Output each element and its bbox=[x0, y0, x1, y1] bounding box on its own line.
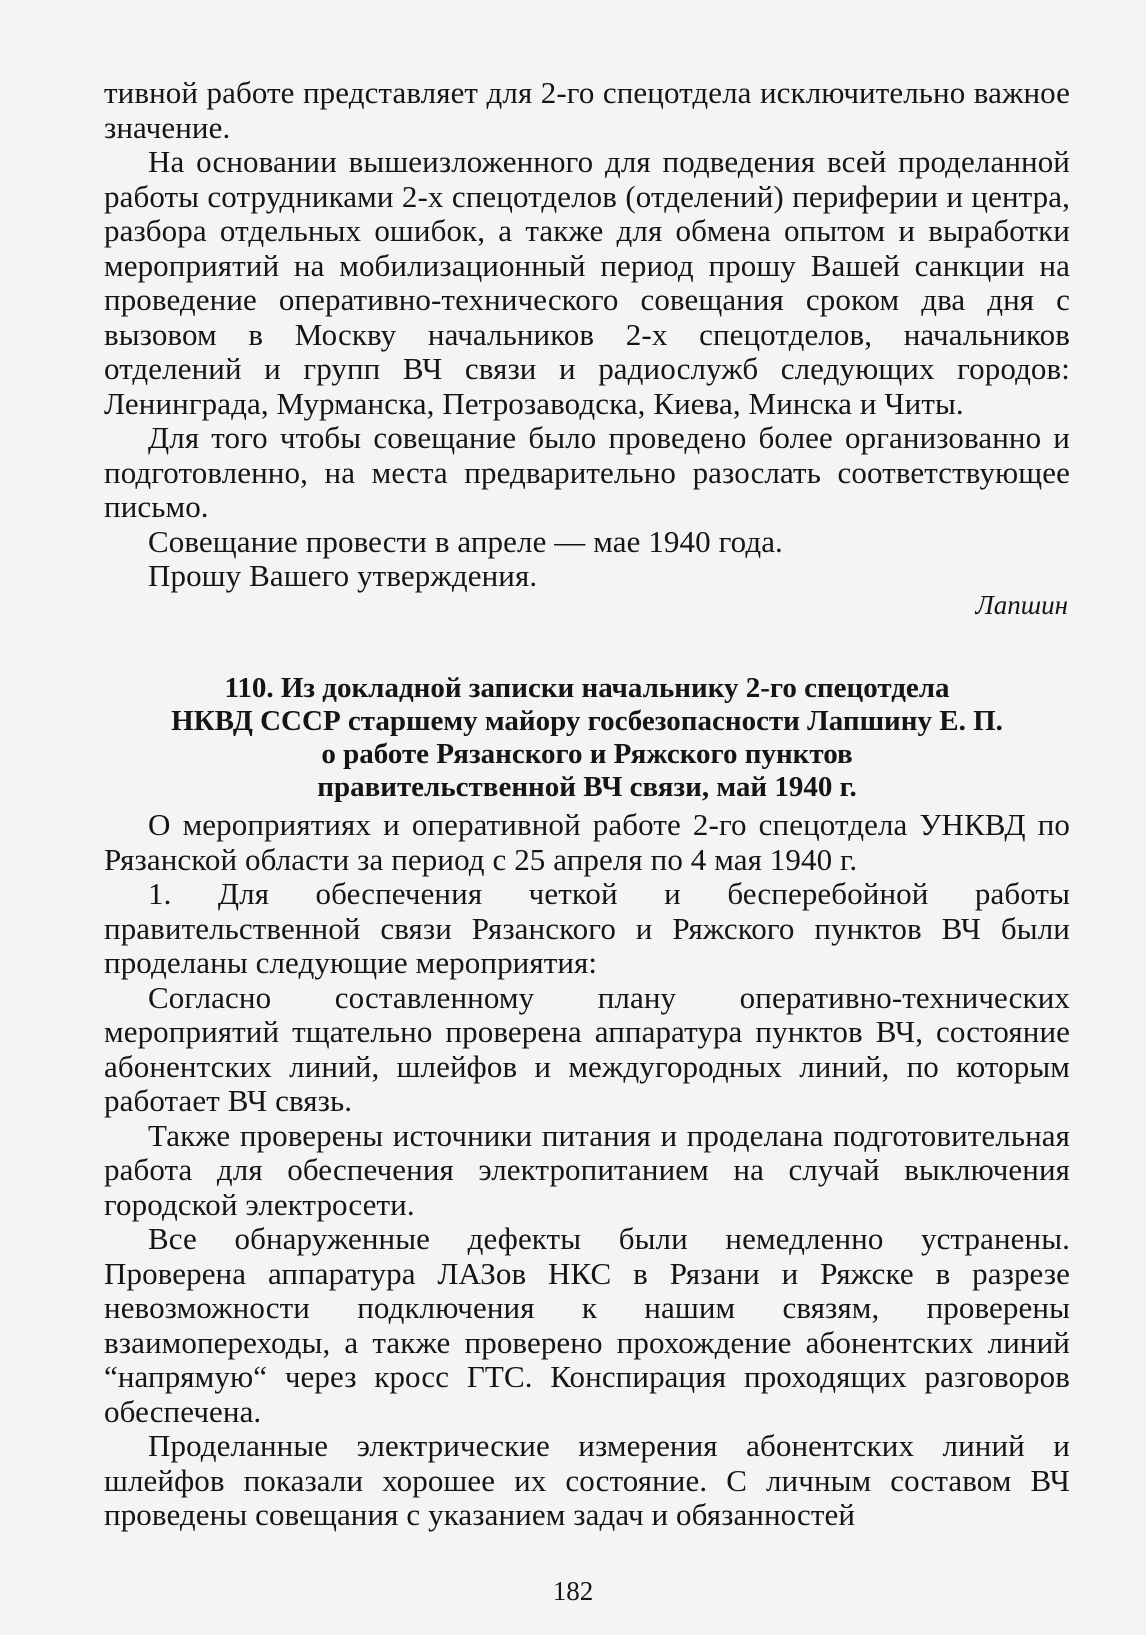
document-heading bbox=[104, 672, 1070, 804]
paragraph-continuation: тивной работе представляет для 2-го спецотдела исключительно важное значение. bbox=[104, 75, 1070, 145]
paragraph-power: Также проверены источники питания и проделана подготовительная работа для обеспечения электропитанием на случай выключения городской электросети. bbox=[104, 1117, 1070, 1222]
heading-line-3: о работе Рязанского и Ряжского пунктов bbox=[321, 738, 853, 770]
paragraph-intro: О мероприятиях и оперативной работе 2-го спецотдела УНКВД по Рязанской области за период с 25 апреля по 4 мая 1940 г. bbox=[104, 807, 1070, 877]
page-number: 182 bbox=[552, 1576, 594, 1606]
heading-line-2: НКВД СССР старшему майору госбезопасности Лапшину Е. П. bbox=[171, 705, 1003, 737]
body-text-section bbox=[104, 808, 1070, 1533]
paragraph-plan: Согласно составленному плану оперативно-технических мероприятий тщательно проверена аппаратура пунктов ВЧ, состояние абонентских линий, шлейфов и междугородных линий, по которым работает ВЧ связь. bbox=[104, 979, 1070, 1118]
paragraph-organization: Для того чтобы совещание было проведено более организованно и подготовленно, на места предварительно разослать соответствующее письмо. bbox=[104, 420, 1070, 524]
top-text-section bbox=[104, 76, 1070, 594]
paragraph-request: На основании вышеизложенного для подведения всей проделанной работы сотрудниками 2-х спецотделов (отделений) периферии и центра, разбора отдельных ошибок, а также для обмена опытом и выработки мероприятий на мобилизационный период прошу Вашей санкции на проведение оперативно-технического совещания сроком два дня с вызовом в Москву начальников 2-х спецотделов, начальников отделений и групп ВЧ связи и радиослужб следующих городов: Ленинграда, Мурманска, Петрозаводска, Киева, Минска и Читы. bbox=[104, 144, 1070, 421]
signature: Лапшин bbox=[975, 590, 1068, 620]
paragraph-defects: Все обнаруженные дефекты были немедленно устранены. Проверена аппаратура ЛАЗов НКС в Рязани и Ряжске в разрезе невозможности подключения к нашим связям, проверены взаимопереходы, а также проверено прохождение абонентских линий “напрямую“ через кросс ГТС. Конспирация проходящих разговоров обеспечена. bbox=[104, 1221, 1070, 1429]
paragraph-measurements: Проделанные электрические измерения абонентских линий и шлейфов показали хорошее их состояние. С личным составом ВЧ проведены совещания с указанием задач и обязанностей bbox=[104, 1428, 1070, 1532]
paragraph-approval: Прошу Вашего утверждения. bbox=[148, 558, 538, 593]
paragraph-dates: Совещание провести в апреле — мае 1940 года. bbox=[148, 523, 783, 559]
heading-line-1: 110. Из докладной записки начальнику 2-го спецотдела bbox=[224, 672, 950, 704]
paragraph-item-1: 1. Для обеспечения четкой и бесперебойной работы правительственной связи Рязанского и Ряжского пунктов ВЧ были проделаны следующие мероприятия: bbox=[104, 876, 1070, 980]
heading-line-4: правительственной ВЧ связи, май 1940 г. bbox=[317, 771, 857, 803]
